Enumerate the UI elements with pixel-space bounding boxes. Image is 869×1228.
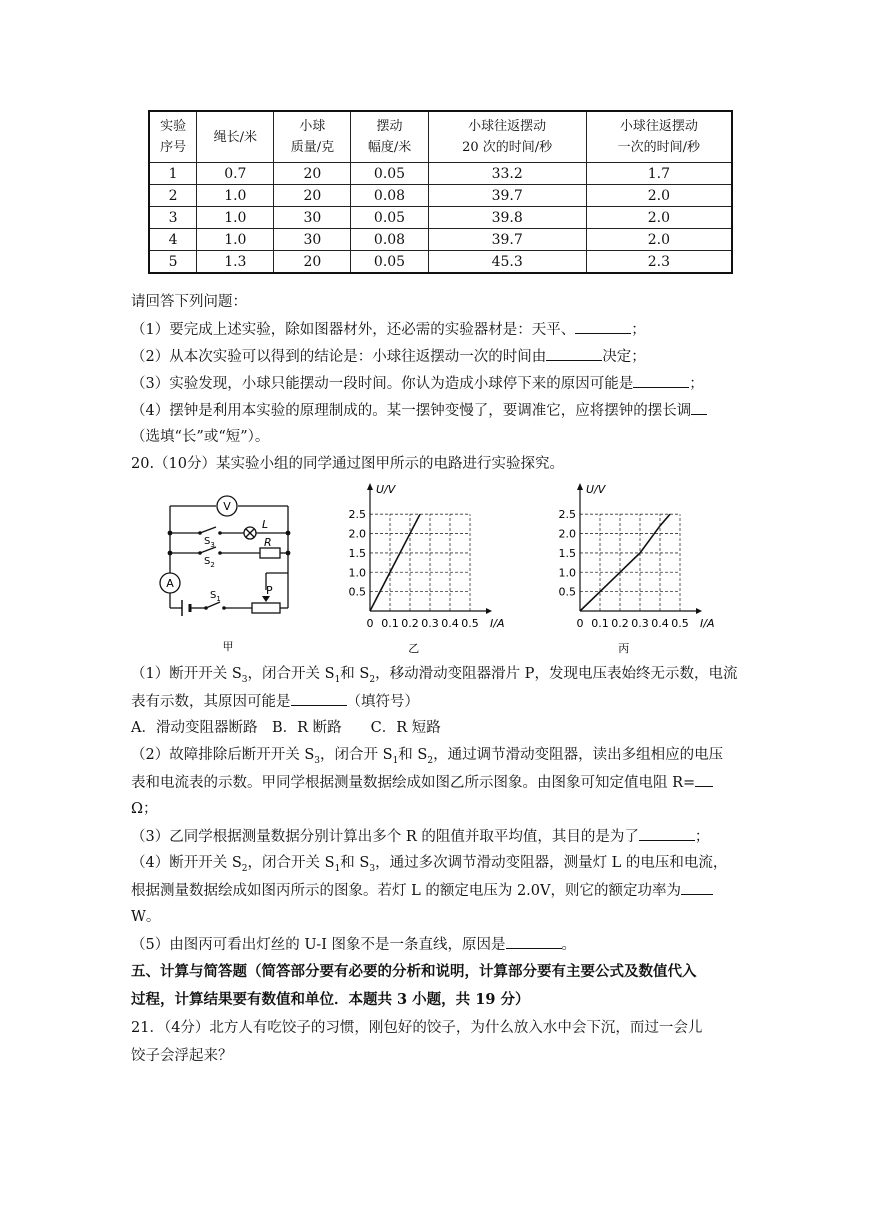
x-tick-label: 0	[366, 617, 374, 630]
y-axis-label: U/V	[586, 483, 606, 496]
x-tick-label: 0.4	[441, 617, 459, 630]
q19-part4	[131, 400, 707, 421]
y-axis-arrow	[367, 483, 373, 490]
table-cell: 4	[149, 229, 197, 251]
q19-part1-end: ；	[631, 322, 646, 338]
experiment-table	[148, 110, 733, 274]
x-tick-label: 0.2	[401, 617, 419, 630]
q20-part4-cont: 根据测量数据绘成如图丙所示的图象。若灯 L 的额定电压为 2.0V，则它的额定功率为	[131, 880, 713, 901]
lamp-label: L	[262, 518, 269, 531]
table-cell: 1	[149, 163, 197, 185]
answer-blank	[695, 772, 713, 787]
table-cell: 1.0	[197, 207, 274, 229]
table-cell: 1.3	[197, 251, 274, 274]
table-cell: 39.8	[428, 207, 586, 229]
x-tick-label: 0.1	[591, 617, 609, 630]
table-row	[149, 207, 732, 229]
graph-yi	[340, 480, 515, 660]
answer-blank	[639, 826, 695, 841]
series-line	[370, 514, 420, 611]
y-tick-label: 2.0	[348, 527, 366, 541]
x-axis-arrow	[486, 608, 492, 614]
section5-heading-2: 过程，计算结果要有数值和单位．本题共 3 小题，共 19 分）	[131, 991, 530, 1008]
answer-blank	[681, 880, 713, 895]
q20-part2-unit: Ω；	[131, 801, 158, 817]
q19-part2-end: 决定；	[602, 349, 646, 365]
x-tick-label: 0.5	[461, 617, 479, 630]
table-cell: 20	[274, 251, 351, 274]
table-cell: 2	[149, 185, 197, 207]
q19-part2-text: （2）从本次实验可以得到的结论是：小球往返摆动一次的时间由	[131, 349, 547, 365]
table-row	[149, 251, 732, 274]
table-row	[149, 185, 732, 207]
x-tick-label: 0.5	[671, 617, 689, 630]
answer-blank	[691, 400, 707, 415]
column-header: 实验 序号	[149, 111, 197, 163]
table-cell: 2.3	[586, 251, 732, 274]
ammeter-label: A	[166, 577, 174, 590]
x-axis-label: I/A	[490, 617, 505, 630]
graph-caption: 乙	[408, 642, 420, 655]
table-cell: 1.0	[197, 185, 274, 207]
switch-s2-label: $S_2$	[204, 556, 215, 569]
table-cell: 2.0	[586, 207, 732, 229]
y-tick-label: 1.5	[348, 546, 366, 560]
column-header: 小球往返摆动 一次的时间/秒	[586, 111, 732, 163]
voltmeter-label: V	[223, 500, 231, 513]
table-cell: 0.05	[351, 163, 428, 185]
resistor-label: R	[264, 536, 272, 549]
graph-bing	[550, 480, 725, 660]
x-axis-arrow	[696, 608, 702, 614]
q20-choices: A．滑动变阻器断路 B．R 断路 C．R 短路	[131, 720, 441, 736]
table-cell: 0.05	[351, 251, 428, 274]
q21-line2: 饺子会浮起来？	[131, 1048, 233, 1064]
x-axis-label: I/A	[700, 617, 715, 630]
q19-intro: 请回答下列问题：	[131, 294, 247, 310]
table-cell: 0.05	[351, 207, 428, 229]
q19-part3-text: （3）实验发现，小球只能摆动一段时间。你认为造成小球停下来的原因可能是	[131, 376, 634, 392]
y-tick-label: 1.5	[558, 546, 576, 560]
table-cell: 30	[274, 229, 351, 251]
column-header: 摆动 幅度/米	[351, 111, 428, 163]
table-cell: 0.08	[351, 185, 428, 207]
y-tick-label: 0.5	[558, 585, 576, 599]
table-body	[149, 163, 732, 274]
q19-part4-cont: （选填“长”或“短”）。	[131, 429, 270, 445]
y-tick-label: 2.5	[348, 508, 366, 522]
q20-part3: （3）乙同学根据测量数据分别计算出多个 R 的阻值并取平均值，其目的是为了 ；	[131, 826, 709, 847]
q19-part3-end: ；	[689, 376, 704, 392]
section5-heading-1: 五、计算与简答题（简答部分要有必要的分析和说明，计算部分要有主要公式及数值代入	[131, 963, 697, 980]
y-tick-label: 2.5	[558, 508, 576, 522]
y-tick-label: 2.0	[558, 527, 576, 541]
q19-part4-text: （4）摆钟是利用本实验的原理制成的。某一摆钟变慢了，要调准它，应将摆钟的摆长调	[131, 403, 692, 419]
table-row	[149, 229, 732, 251]
q20-part4: （4）断开开关 $S_2$，闭合开关 $S_1$和 $S_3$，通过多次调节滑动变阻器，测量灯 L 的电压和电流，	[131, 855, 728, 874]
column-header: 小球往返摆动 20 次的时间/秒	[428, 111, 586, 163]
column-header: 小球 质量/克	[274, 111, 351, 163]
q20-part4-unit: W。	[131, 909, 161, 925]
table-cell: 5	[149, 251, 197, 274]
q19-part1	[131, 319, 646, 340]
x-tick-label: 0.2	[611, 617, 629, 630]
table-cell: 39.7	[428, 185, 586, 207]
q20-part1: （1）断开开关 $S_3$，闭合开关 $S_1$和 $S_2$，移动滑动变阻器滑片 P，发现电压表始终无示数，电流	[131, 666, 738, 685]
x-tick-label: 0.4	[651, 617, 669, 630]
table-cell: 45.3	[428, 251, 586, 274]
table-cell: 0.7	[197, 163, 274, 185]
graph-caption: 丙	[618, 642, 630, 655]
table-cell: 3	[149, 207, 197, 229]
y-tick-label: 1.0	[348, 566, 366, 580]
q19-part1-text: （1）要完成上述实验，除如图器材外，还必需的实验器材是：天平、	[131, 322, 576, 338]
answer-blank	[546, 346, 602, 361]
table-cell: 0.08	[351, 229, 428, 251]
table-row	[149, 163, 732, 185]
y-axis-label: U/V	[376, 483, 396, 496]
x-tick-label: 0.1	[381, 617, 399, 630]
table-cell: 1.7	[586, 163, 732, 185]
series-line	[580, 514, 670, 611]
slider-label: P	[266, 584, 273, 597]
table-cell: 1.0	[197, 229, 274, 251]
table-header-row	[149, 111, 732, 163]
switch-s3-label: $S_3$	[204, 536, 215, 549]
answer-blank	[633, 373, 689, 388]
switch-s1-label: $S_1$	[210, 590, 221, 603]
q20-title: 20.（10分）某实验小组的同学通过图甲所示的电路进行实验探究。	[131, 456, 565, 472]
q20-part2-cont: 表和电流表的示数。甲同学根据测量数据绘成如图乙所示图象。由图象可知定值电阻 R=	[131, 772, 713, 793]
table-cell: 2.0	[586, 229, 732, 251]
q19-part3	[131, 373, 704, 394]
x-tick-label: 0	[576, 617, 584, 630]
circuit-diagram	[158, 488, 298, 658]
x-tick-label: 0.3	[421, 617, 439, 630]
q20-part2: （2）故障排除后断开开关 $S_3$，闭合开 $S_1$和 $S_2$，通过调节滑动变阻器，读出多组相应的电压	[131, 747, 724, 766]
y-axis-arrow	[577, 483, 583, 490]
answer-blank	[291, 691, 347, 706]
q20-part1-cont: 表有示数，其原因可能是 （填符号）	[131, 691, 419, 712]
q20-part5: （5）由图丙可看出灯丝的 U-I 图象不是一条直线，原因是 。	[131, 934, 576, 955]
table-cell: 20	[274, 163, 351, 185]
answer-blank	[506, 934, 562, 949]
y-tick-label: 1.0	[558, 566, 576, 580]
y-tick-label: 0.5	[348, 585, 366, 599]
table-cell: 39.7	[428, 229, 586, 251]
circuit-caption: 甲	[222, 640, 234, 653]
table-cell: 33.2	[428, 163, 586, 185]
q21-line1: 21．（4分）北方人有吃饺子的习惯，刚包好的饺子，为什么放入水中会下沉，而过一会儿	[131, 1020, 703, 1036]
table-cell: 30	[274, 207, 351, 229]
table-cell: 2.0	[586, 185, 732, 207]
answer-blank	[575, 319, 631, 334]
q19-part2	[131, 346, 646, 367]
x-tick-label: 0.3	[631, 617, 649, 630]
column-header: 绳长/米	[197, 111, 274, 163]
table-cell: 20	[274, 185, 351, 207]
